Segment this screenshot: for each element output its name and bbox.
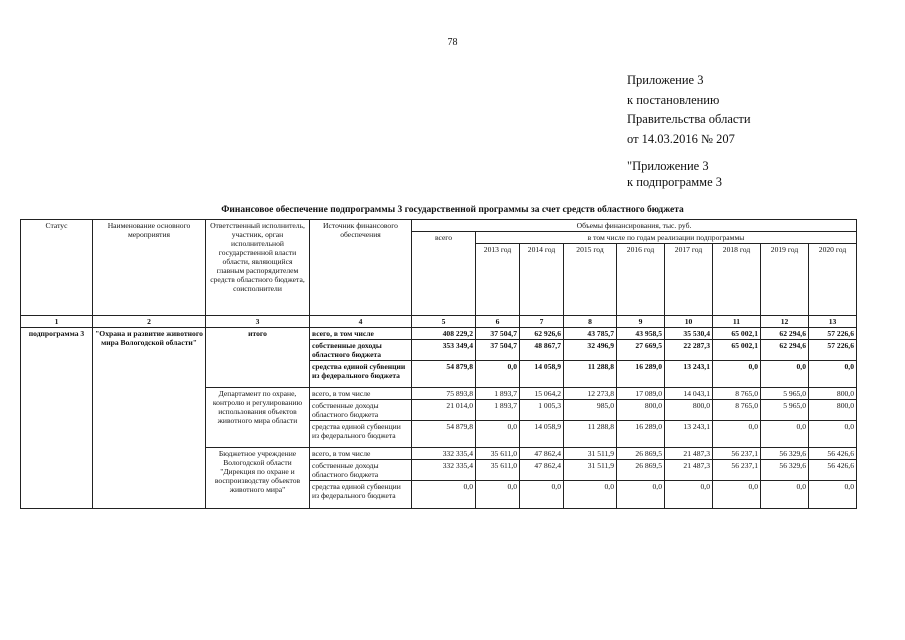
appendix-line-4: от 14.03.2016 № 207	[627, 131, 735, 146]
year-value-cell: 0,0	[761, 481, 809, 509]
total-cell: 54 879,8	[412, 361, 476, 388]
appendix2-line-2: к подпрограмме 3	[627, 175, 722, 189]
year-value-cell: 16 289,0	[617, 361, 665, 388]
year-value-cell: 35 530,4	[665, 328, 713, 340]
source-cell: собственные доходы областного бюджета	[310, 340, 412, 361]
header-year: 2013 год	[476, 244, 520, 316]
col-number: 13	[809, 316, 857, 328]
year-value-cell: 57 226,6	[809, 340, 857, 361]
col-number: 7	[520, 316, 564, 328]
total-cell: 353 349,4	[412, 340, 476, 361]
appendix-line-3: Правительства области	[627, 112, 751, 126]
appendix-block-2	[627, 158, 722, 190]
header-executor: Ответственный исполнитель, участник, орган исполнительной государственной власти области, являющийся главным распорядителем средств областного бюджета, соисполнители	[206, 220, 310, 316]
year-value-cell: 5 965,0	[761, 388, 809, 400]
year-value-cell: 32 496,9	[564, 340, 617, 361]
year-value-cell: 65 002,1	[713, 328, 761, 340]
year-value-cell: 43 958,5	[617, 328, 665, 340]
year-value-cell: 56 329,6	[761, 448, 809, 460]
col-number: 4	[310, 316, 412, 328]
col-number: 5	[412, 316, 476, 328]
total-cell: 332 335,4	[412, 448, 476, 460]
year-value-cell: 0,0	[809, 361, 857, 388]
appendix2-line-1: "Приложение 3	[627, 159, 709, 173]
year-value-cell: 8 765,0	[713, 400, 761, 421]
source-cell: средства единой субвенции из федерального бюджета	[310, 361, 412, 388]
table-title: Финансовое обеспечение подпрограммы 3 государственной программы за счет средств областного бюджета	[221, 205, 684, 215]
col-number: 2	[93, 316, 206, 328]
year-value-cell: 17 089,0	[617, 388, 665, 400]
year-value-cell: 14 043,1	[665, 388, 713, 400]
year-value-cell: 62 294,6	[761, 340, 809, 361]
status-cell: подпрограмма 3	[21, 328, 93, 509]
year-value-cell: 0,0	[520, 481, 564, 509]
source-cell: средства единой субвенции из федерального бюджета	[310, 421, 412, 448]
page-number: 78	[447, 37, 458, 48]
year-value-cell: 5 965,0	[761, 400, 809, 421]
year-value-cell: 56 237,1	[713, 460, 761, 481]
year-value-cell: 56 426,6	[809, 460, 857, 481]
year-value-cell: 0,0	[564, 481, 617, 509]
year-value-cell: 21 487,3	[665, 448, 713, 460]
total-cell: 54 879,8	[412, 421, 476, 448]
executor-cell: Департамент по охране, контролю и регулированию использования объектов животного мира области	[206, 388, 310, 448]
year-value-cell: 31 511,9	[564, 460, 617, 481]
year-value-cell: 16 289,0	[617, 421, 665, 448]
year-value-cell: 0,0	[713, 481, 761, 509]
year-value-cell: 800,0	[809, 388, 857, 400]
col-number: 9	[617, 316, 665, 328]
total-cell: 408 229,2	[412, 328, 476, 340]
year-value-cell: 0,0	[713, 361, 761, 388]
source-cell: собственные доходы областного бюджета	[310, 400, 412, 421]
year-value-cell: 0,0	[476, 481, 520, 509]
event-name-cell: "Охрана и развитие животного мира Вологодской области"	[93, 328, 206, 509]
year-value-cell: 35 611,0	[476, 448, 520, 460]
year-value-cell: 0,0	[809, 481, 857, 509]
header-year: 2017 год	[665, 244, 713, 316]
year-value-cell: 800,0	[617, 400, 665, 421]
year-value-cell: 62 294,6	[761, 328, 809, 340]
col-number: 3	[206, 316, 310, 328]
year-value-cell: 0,0	[809, 421, 857, 448]
source-cell: средства единой субвенции из федерального бюджета	[310, 481, 412, 509]
year-value-cell: 37 504,7	[476, 340, 520, 361]
year-value-cell: 0,0	[761, 361, 809, 388]
year-value-cell: 62 926,6	[520, 328, 564, 340]
year-value-cell: 35 611,0	[476, 460, 520, 481]
year-value-cell: 21 487,3	[665, 460, 713, 481]
year-value-cell: 47 862,4	[520, 460, 564, 481]
executor-cell: Бюджетное учреждение Вологодской области "Дирекция по охране и воспроизводству объектов животного мира"	[206, 448, 310, 509]
year-value-cell: 1 893,7	[476, 388, 520, 400]
year-value-cell: 27 669,5	[617, 340, 665, 361]
year-value-cell: 800,0	[809, 400, 857, 421]
year-value-cell: 13 243,1	[665, 361, 713, 388]
year-value-cell: 37 504,7	[476, 328, 520, 340]
col-number: 6	[476, 316, 520, 328]
year-value-cell: 800,0	[665, 400, 713, 421]
year-value-cell: 985,0	[564, 400, 617, 421]
header-year: 2014 год	[520, 244, 564, 316]
year-value-cell: 0,0	[761, 421, 809, 448]
col-number: 11	[713, 316, 761, 328]
year-value-cell: 13 243,1	[665, 421, 713, 448]
header-source: Источник финансового обеспечения	[310, 220, 412, 316]
year-value-cell: 65 002,1	[713, 340, 761, 361]
year-value-cell: 0,0	[476, 421, 520, 448]
col-number: 1	[21, 316, 93, 328]
year-value-cell: 0,0	[665, 481, 713, 509]
header-status: Статус	[21, 220, 93, 316]
year-value-cell: 12 273,8	[564, 388, 617, 400]
source-cell: собственные доходы областного бюджета	[310, 460, 412, 481]
year-value-cell: 15 064,2	[520, 388, 564, 400]
year-value-cell: 56 329,6	[761, 460, 809, 481]
appendix-line-2: к постановлению	[627, 92, 720, 107]
executor-cell: итого	[206, 328, 310, 388]
col-number: 10	[665, 316, 713, 328]
year-value-cell: 11 288,8	[564, 421, 617, 448]
year-value-cell: 56 237,1	[713, 448, 761, 460]
total-cell: 0,0	[412, 481, 476, 509]
header-by-years: в том числе по годам реализации подпрограммы	[476, 232, 857, 244]
col-number: 8	[564, 316, 617, 328]
financing-table	[20, 219, 857, 509]
source-cell: всего, в том числе	[310, 388, 412, 400]
header-year: 2016 год	[617, 244, 665, 316]
year-value-cell: 1 005,3	[520, 400, 564, 421]
column-numbers-row	[21, 316, 857, 328]
header-year: 2019 год	[761, 244, 809, 316]
header-total: всего	[412, 232, 476, 316]
appendix-line-1: Приложение 3	[627, 73, 704, 87]
total-cell: 332 335,4	[412, 460, 476, 481]
year-value-cell: 22 287,3	[665, 340, 713, 361]
year-value-cell: 43 785,7	[564, 328, 617, 340]
year-value-cell: 14 058,9	[520, 421, 564, 448]
header-year: 2015 год	[564, 244, 617, 316]
total-cell: 75 893,8	[412, 388, 476, 400]
year-value-cell: 0,0	[476, 361, 520, 388]
year-value-cell: 48 867,7	[520, 340, 564, 361]
year-value-cell: 26 869,5	[617, 460, 665, 481]
appendix-block	[627, 71, 751, 149]
year-value-cell: 57 226,6	[809, 328, 857, 340]
year-value-cell: 0,0	[617, 481, 665, 509]
year-value-cell: 1 893,7	[476, 400, 520, 421]
year-value-cell: 31 511,9	[564, 448, 617, 460]
year-value-cell: 47 862,4	[520, 448, 564, 460]
year-value-cell: 14 058,9	[520, 361, 564, 388]
header-year: 2020 год	[809, 244, 857, 316]
header-event-name: Наименование основного мероприятия	[93, 220, 206, 316]
col-number: 12	[761, 316, 809, 328]
year-value-cell: 0,0	[713, 421, 761, 448]
header-year: 2018 год	[713, 244, 761, 316]
table-row	[21, 328, 857, 340]
source-cell: всего, в том числе	[310, 328, 412, 340]
year-value-cell: 11 288,8	[564, 361, 617, 388]
source-cell: всего, в том числе	[310, 448, 412, 460]
year-value-cell: 8 765,0	[713, 388, 761, 400]
total-cell: 21 014,0	[412, 400, 476, 421]
header-volumes: Объемы финансирования, тыс. руб.	[412, 220, 857, 232]
year-value-cell: 56 426,6	[809, 448, 857, 460]
year-value-cell: 26 869,5	[617, 448, 665, 460]
